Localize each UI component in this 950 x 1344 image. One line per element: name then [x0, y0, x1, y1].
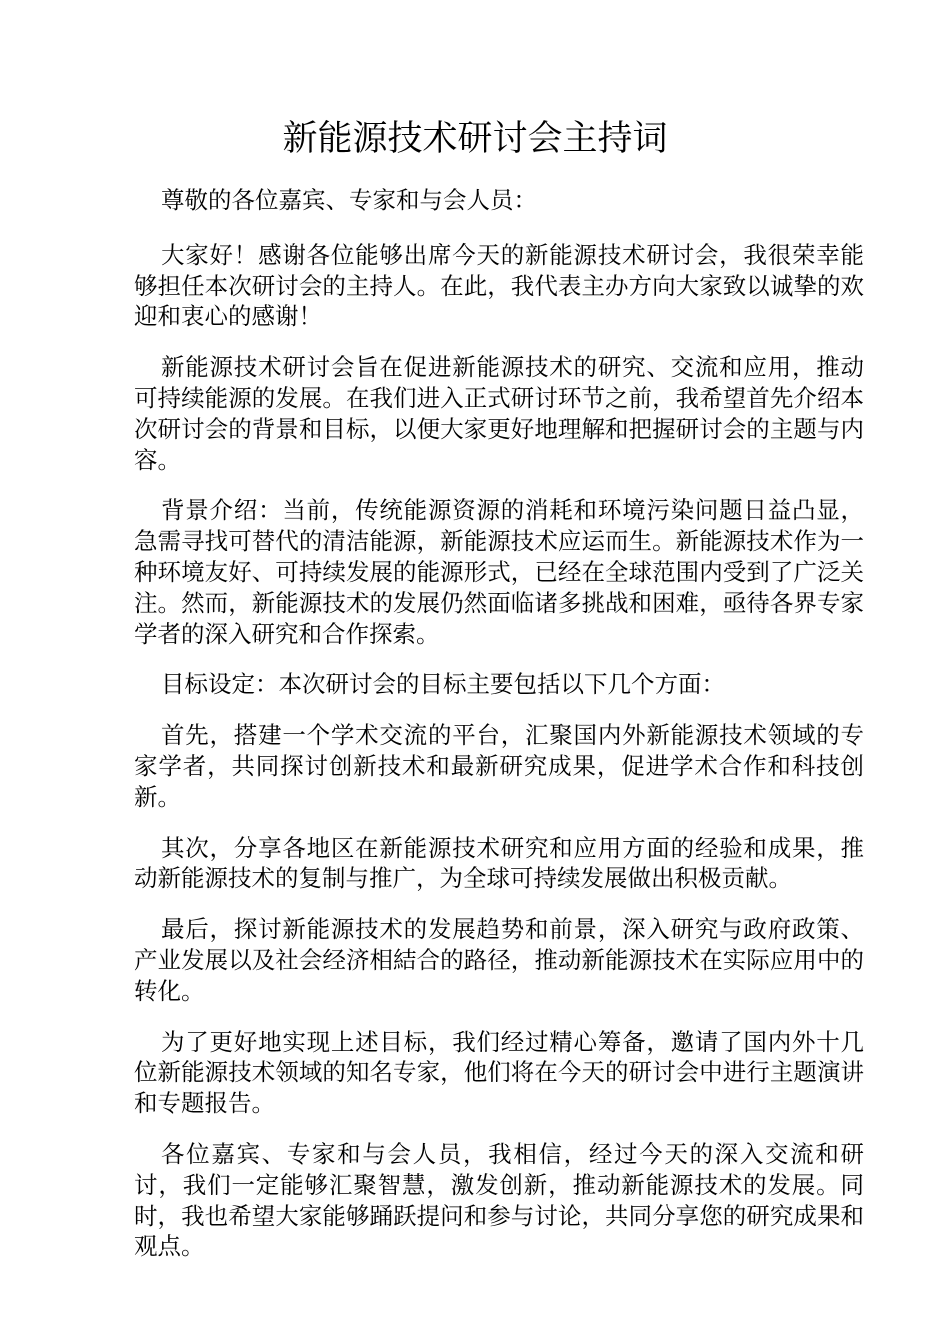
paragraph-goal-first: 首先，搭建一个学术交流的平台，汇聚国内外新能源技术领域的专家学者，共同探讨创新技术和最新研究成果，促进学术合作和科技创新。: [134, 721, 864, 811]
paragraph-purpose: 新能源技术研讨会旨在促进新能源技术的研究、交流和应用，推动可持续能源的发展。在我们进入正式研讨环节之前，我希望首先介绍本次研讨会的背景和目标，以便大家更好地理解和把握研讨会的主题与内容。: [134, 353, 864, 474]
document-body: [134, 185, 864, 1282]
paragraph-salutation: 尊敬的各位嘉宾、专家和与会人员：: [161, 186, 537, 214]
paragraph-greeting: 大家好！感谢各位能够出席今天的新能源技术研讨会，我很荣幸能够担任本次研讨会的主持人。在此，我代表主办方向大家致以诚挚的欢迎和衷心的感谢！: [134, 240, 864, 331]
paragraph-background: 背景介绍：当前，传统能源资源的消耗和环境污染问题日益凸显，急需寻找可替代的清洁能源，新能源技术应运而生。新能源技术作为一种环境友好、可持续发展的能源形式，已经在全球范围内受到了广泛关注。然而，新能源技术的发展仍然面临诸多挑战和困难，亟待各界专家学者的深入研究和合作探索。: [134, 496, 864, 648]
document-title: 新能源技术研讨会主持词: [282, 119, 668, 159]
paragraph-preparation: 为了更好地实现上述目标，我们经过精心筹备，邀请了国内外十几位新能源技术领域的知名专家，他们将在今天的研讨会中进行主题演讲和专题报告。: [134, 1027, 864, 1118]
paragraph-goal-second: 其次，分享各地区在新能源技术研究和应用方面的经验和成果，推动新能源技术的复制与推广，为全球可持续发展做出积极贡献。: [134, 833, 864, 893]
paragraph-closing: 各位嘉宾、专家和与会人员，我相信，经过今天的深入交流和研讨，我们一定能够汇聚智慧，激发创新，推动新能源技术的发展。同时，我也希望大家能够踊跃提问和参与讨论，共同分享您的研究成果和观点。: [134, 1139, 864, 1261]
paragraph-goal-last: 最后，探讨新能源技术的发展趋势和前景，深入研究与政府政策、产业发展以及社会经济相結合的路径，推动新能源技术在实际应用中的转化。: [134, 915, 864, 1005]
paragraph-goals-intro: 目标设定：本次研讨会的目标主要包括以下几个方面：: [161, 670, 725, 699]
